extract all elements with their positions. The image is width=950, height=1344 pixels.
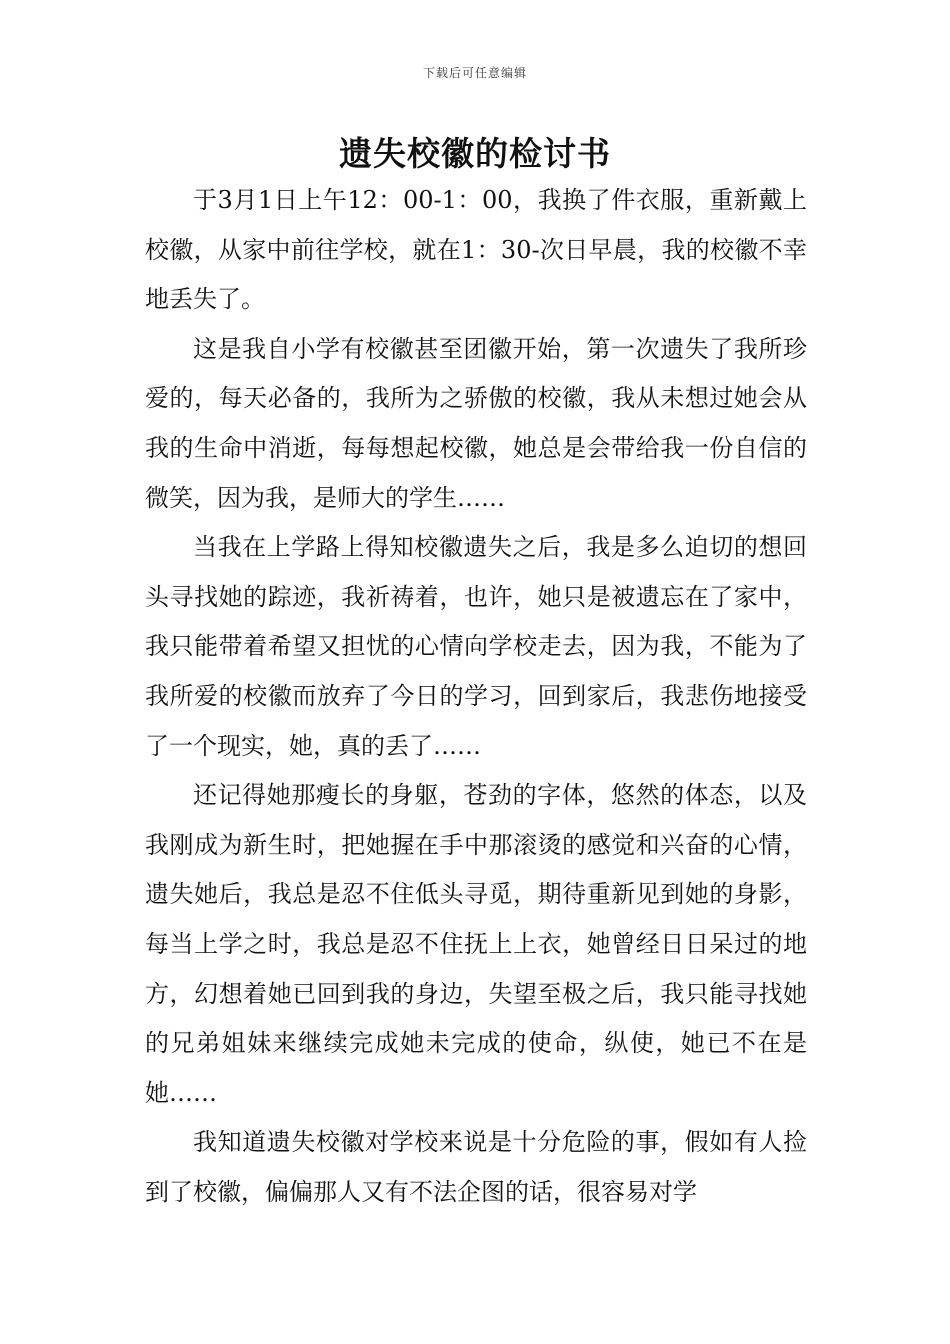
- header-note: 下载后可任意编辑: [422, 66, 527, 80]
- paragraph: 于3月1日上午12：00-1：00，我换了件衣服，重新戴上校徽，从家中前往学校，就在1：30-次日早晨，我的校徽不幸地丢失了。: [145, 186, 807, 314]
- paragraph: 我知道遗失校徽对学校来说是十分危险的事，假如有人捡到了校徽，偏偏那人又有不法企图的话，很容易对学: [145, 1128, 807, 1206]
- document-title: 遗失校徽的检讨书: [339, 134, 611, 173]
- document-body: [145, 176, 807, 1217]
- paragraph: 当我在上学路上得知校徽遗失之后，我是多么迫切的想回头寻找她的踪迹，我祈祷着，也许，她只是被遗忘在了家中，我只能带着希望又担忧的心情向学校走去，因为我，不能为了我所爱的校徽而放弃了今日的学习，回到家后，我悲伤地接受了一个现实，她，真的丢了……: [145, 533, 807, 760]
- paragraph: 这是我自小学有校徽甚至团徽开始，第一次遗失了我所珍爱的，每天必备的，我所为之骄傲的校徽，我从未想过她会从我的生命中消逝，每每想起校徽，她总是会带给我一份自信的微笑，因为我，是师大的学生……: [145, 334, 807, 512]
- paragraph: 还记得她那瘦长的身躯，苍劲的字体，悠然的体态，以及我刚成为新生时，把她握在手中那滚烫的感觉和兴奋的心情，遗失她后，我总是忍不住低头寻觅，期待重新见到她的身影，每当上学之时，我总是忍不住抚上上衣，她曾经日日呆过的地方，幻想着她已回到我的身边，失望至极之后，我只能寻找她的兄弟姐妹来继续完成她未完成的使命，纵使，她已不在是她……: [145, 781, 807, 1107]
